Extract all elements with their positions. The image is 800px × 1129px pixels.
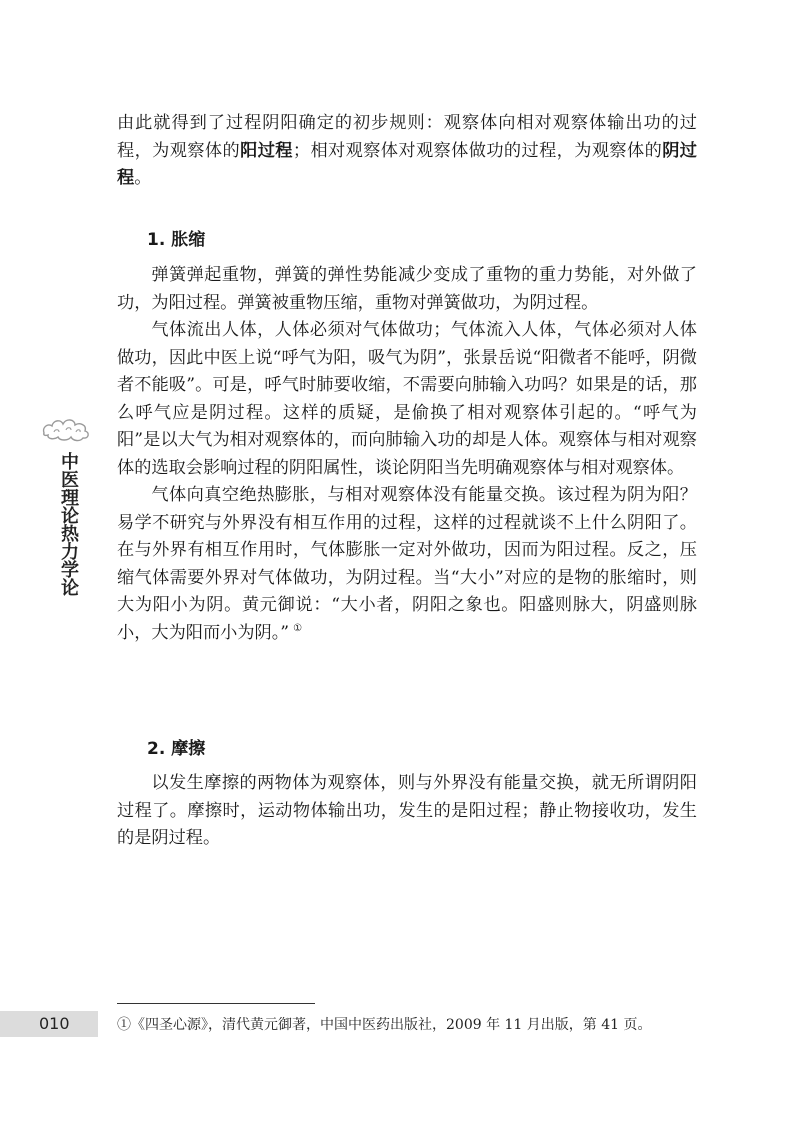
side-book-title: 中医理论热力学论 — [58, 452, 79, 596]
intro-text-1: 由此就得到了过程阴阳确定的初步规则：观察体向相对观察体输出功的过程，为观察体的 — [117, 113, 697, 161]
section1-paragraph-3-text: 气体向真空绝热膨胀，与相对观察体没有能量交换。该过程为阴为阳？易学不研究与外界没有相互作用的过程，这样的过程就谈不上什么阴阳了。在与外界有相互作用时，气体膨胀一定对外做功，因而为阳过程。反之，压缩气体需要外界对气体做功，为阴过程。当“大小”对应的是物的胀缩时，则大为阳小为阴。黄元御说：“大小者，阴阳之象也。阳盛则脉大，阴盛则脉小，大为阳而小为阴。” — [117, 485, 697, 643]
section2-paragraph-1: 以发生摩擦的两物体为观察体，则与外界没有能量交换，就无所谓阴阳过程了。摩擦时，运动物体输出功，发生的是阳过程；静止物接收功，发生的是阴过程。 — [117, 773, 697, 848]
footnote-reference[interactable]: ① — [293, 622, 303, 634]
section2-body — [117, 770, 697, 853]
section1-paragraph-1: 弹簧弹起重物，弹簧的弹性势能减少变成了重物的重力势能，对外做了功，为阳过程。弹簧被重物压缩，重物对弹簧做功，为阴过程。 — [117, 265, 697, 313]
section1-paragraph-3 — [117, 482, 697, 647]
intro-paragraph — [117, 110, 697, 193]
page-number: 010 — [39, 1014, 70, 1033]
footnote: ①《四圣心源》，清代黄元御著，中国中医药出版社，2009 年 11 月出版，第 41 页。 — [117, 1017, 652, 1033]
section1-heading: 1. 胀缩 — [147, 230, 206, 250]
intro-text-3: 。 — [134, 168, 152, 188]
intro-text-2: ；相对观察体对观察体做功的过程，为观察体的 — [292, 140, 663, 161]
section1-body — [117, 262, 697, 647]
section1-paragraph-2: 气体流出人体，人体必须对气体做功；气体流入人体，气体必须对人体做功，因此中医上说“呼气为阳，吸气为阴”，张景岳说“阳微者不能呼，阴微者不能吸”。可是，呼气时肺要收缩，不需要向肺输入功吗？如果是的话，那么呼气应是阴过程。这样的质疑，是偷换了相对观察体引起的。“呼气为阳”是以大气为相对观察体的，而向肺输入功的却是人体。观察体与相对观察体的选取会影响过程的阴阳属性，谈论阴阳当先明确观察体与相对观察体。 — [117, 320, 697, 478]
cloud-ornament-icon — [40, 415, 92, 443]
footnote-divider — [117, 1003, 315, 1004]
intro-bold-yang-process: 阳过程 — [240, 140, 293, 161]
section2-heading: 2. 摩擦 — [147, 739, 206, 759]
intro-bold-yin-process: 阴过程 — [117, 140, 697, 188]
